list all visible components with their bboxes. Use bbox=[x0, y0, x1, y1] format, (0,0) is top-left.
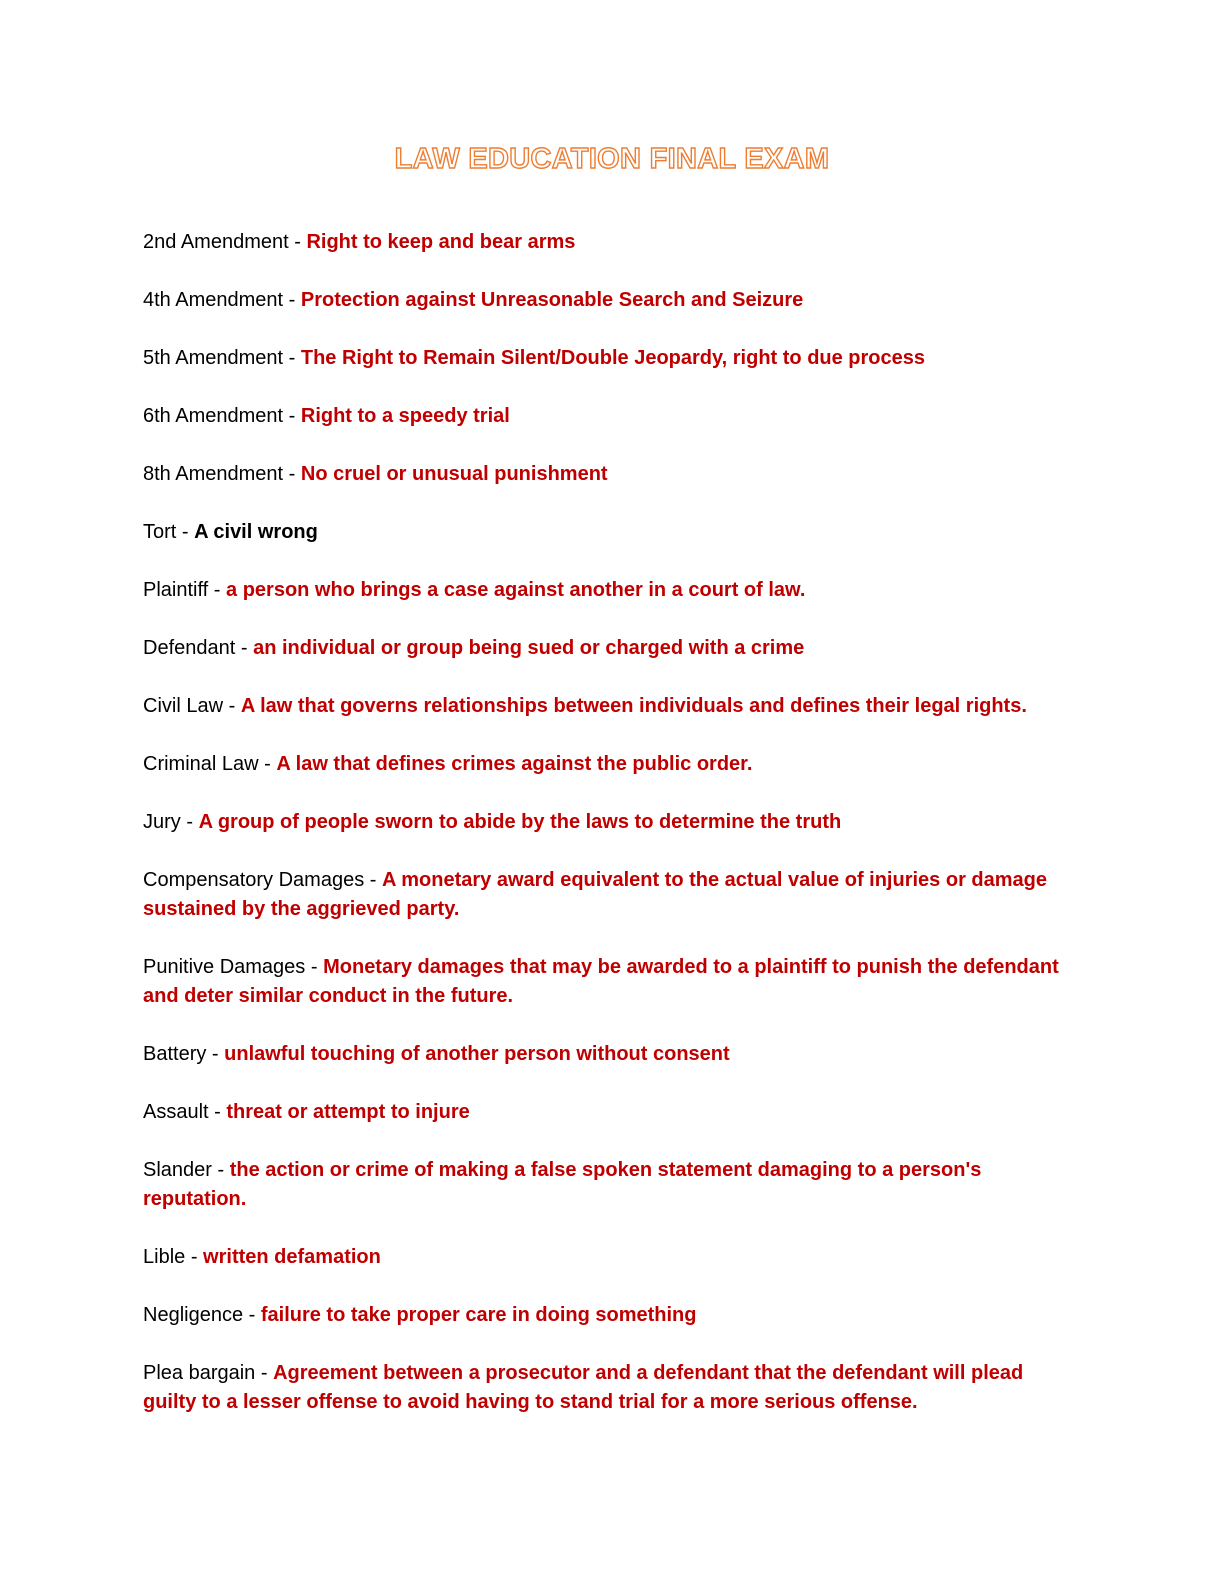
term-entry bbox=[143, 866, 1078, 924]
term-separator: - bbox=[206, 1043, 225, 1065]
term-separator: - bbox=[258, 753, 277, 775]
term-separator: - bbox=[180, 811, 199, 833]
term-entry bbox=[143, 1098, 1078, 1127]
term-entry bbox=[143, 808, 1078, 837]
term-label: 5th Amendment bbox=[143, 347, 284, 369]
term-separator: - bbox=[283, 463, 301, 485]
term-separator: - bbox=[283, 347, 301, 369]
term-separator: - bbox=[288, 231, 307, 253]
term-label: Assault bbox=[143, 1101, 209, 1123]
term-definition: Monetary damages that may be awarded to a plaintiff to punish the defendant and deter similar conduct in the future. bbox=[143, 956, 1059, 1007]
term-separator: - bbox=[211, 1159, 230, 1181]
term-label: 8th Amendment bbox=[143, 463, 284, 485]
term-definition: Right to keep and bear arms bbox=[306, 231, 576, 253]
term-definition: The Right to Remain Silent/Double Jeopardy, right to due process bbox=[300, 347, 926, 369]
term-entry bbox=[143, 576, 1078, 605]
term-label: Negligence bbox=[143, 1304, 244, 1326]
term-separator: - bbox=[243, 1304, 261, 1326]
term-definition: the action or crime of making a false spoken statement damaging to a person's reputation. bbox=[143, 1159, 982, 1210]
term-definition: Protection against Unreasonable Search and Seizure bbox=[300, 289, 804, 311]
term-definition: threat or attempt to injure bbox=[226, 1101, 470, 1123]
term-definition: A law that governs relationships between individuals and defines their legal rights. bbox=[240, 695, 1027, 717]
term-label: Tort bbox=[143, 521, 177, 543]
term-definition: A monetary award equivalent to the actual value of injuries or damage sustained by the aggrieved party. bbox=[143, 869, 1047, 920]
term-label: 4th Amendment bbox=[143, 289, 284, 311]
term-entry bbox=[143, 1301, 1078, 1330]
term-entry bbox=[143, 1359, 1078, 1417]
term-entry bbox=[143, 460, 1078, 489]
term-definition: A civil wrong bbox=[194, 521, 318, 543]
term-definition: an individual or group being sued or charged with a crime bbox=[253, 637, 805, 659]
term-entry bbox=[143, 1156, 1078, 1214]
term-separator: - bbox=[364, 869, 382, 891]
term-label: 2nd Amendment bbox=[143, 231, 289, 253]
term-entry bbox=[143, 692, 1078, 721]
term-entry bbox=[143, 1243, 1078, 1272]
term-separator: - bbox=[185, 1246, 204, 1268]
term-entry bbox=[143, 1040, 1078, 1069]
term-label: Punitive Damages bbox=[143, 956, 306, 978]
term-label: Plea bargain bbox=[143, 1362, 256, 1384]
term-separator: - bbox=[208, 579, 227, 601]
term-label: Lible bbox=[143, 1246, 186, 1268]
term-definition: Right to a speedy trial bbox=[300, 405, 510, 427]
term-separator: - bbox=[208, 1101, 227, 1123]
term-label: Slander bbox=[143, 1159, 212, 1181]
term-definition: written defamation bbox=[203, 1246, 381, 1268]
term-separator: - bbox=[283, 405, 301, 427]
term-label: Jury bbox=[143, 811, 181, 833]
term-entry bbox=[143, 228, 1078, 257]
term-separator: - bbox=[255, 1362, 274, 1384]
term-label: 6th Amendment bbox=[143, 405, 284, 427]
term-entry bbox=[143, 518, 1078, 547]
term-label: Civil Law bbox=[143, 695, 224, 717]
term-label: Plaintiff bbox=[143, 579, 209, 601]
term-separator: - bbox=[305, 956, 324, 978]
term-separator: - bbox=[223, 695, 241, 717]
term-entry bbox=[143, 344, 1078, 373]
term-separator: - bbox=[235, 637, 254, 659]
term-definition: A group of people sworn to abide by the laws to determine the truth bbox=[198, 811, 842, 833]
term-definition: Agreement between a prosecutor and a defendant that the defendant will plead guilty to a lesser offense to avoid having to stand trial for a more serious offense. bbox=[143, 1362, 1024, 1413]
term-definition: No cruel or unusual punishment bbox=[300, 463, 608, 485]
term-separator: - bbox=[283, 289, 301, 311]
term-label: Compensatory Damages bbox=[143, 869, 365, 891]
page-title: LAW EDUCATION FINAL EXAM bbox=[394, 143, 830, 175]
term-entry bbox=[143, 953, 1078, 1011]
term-entry bbox=[143, 286, 1078, 315]
term-list bbox=[143, 228, 1078, 1446]
term-definition: failure to take proper care in doing something bbox=[260, 1304, 697, 1326]
term-label: Defendant bbox=[143, 637, 236, 659]
term-entry bbox=[143, 402, 1078, 431]
term-label: Criminal Law bbox=[143, 753, 259, 775]
term-definition: unlawful touching of another person without consent bbox=[224, 1043, 730, 1065]
term-separator: - bbox=[176, 521, 195, 543]
term-entry bbox=[143, 750, 1078, 779]
term-definition: A law that defines crimes against the public order. bbox=[276, 753, 753, 775]
term-definition: a person who brings a case against another in a court of law. bbox=[226, 579, 806, 601]
term-label: Battery bbox=[143, 1043, 207, 1065]
term-entry bbox=[143, 634, 1078, 663]
